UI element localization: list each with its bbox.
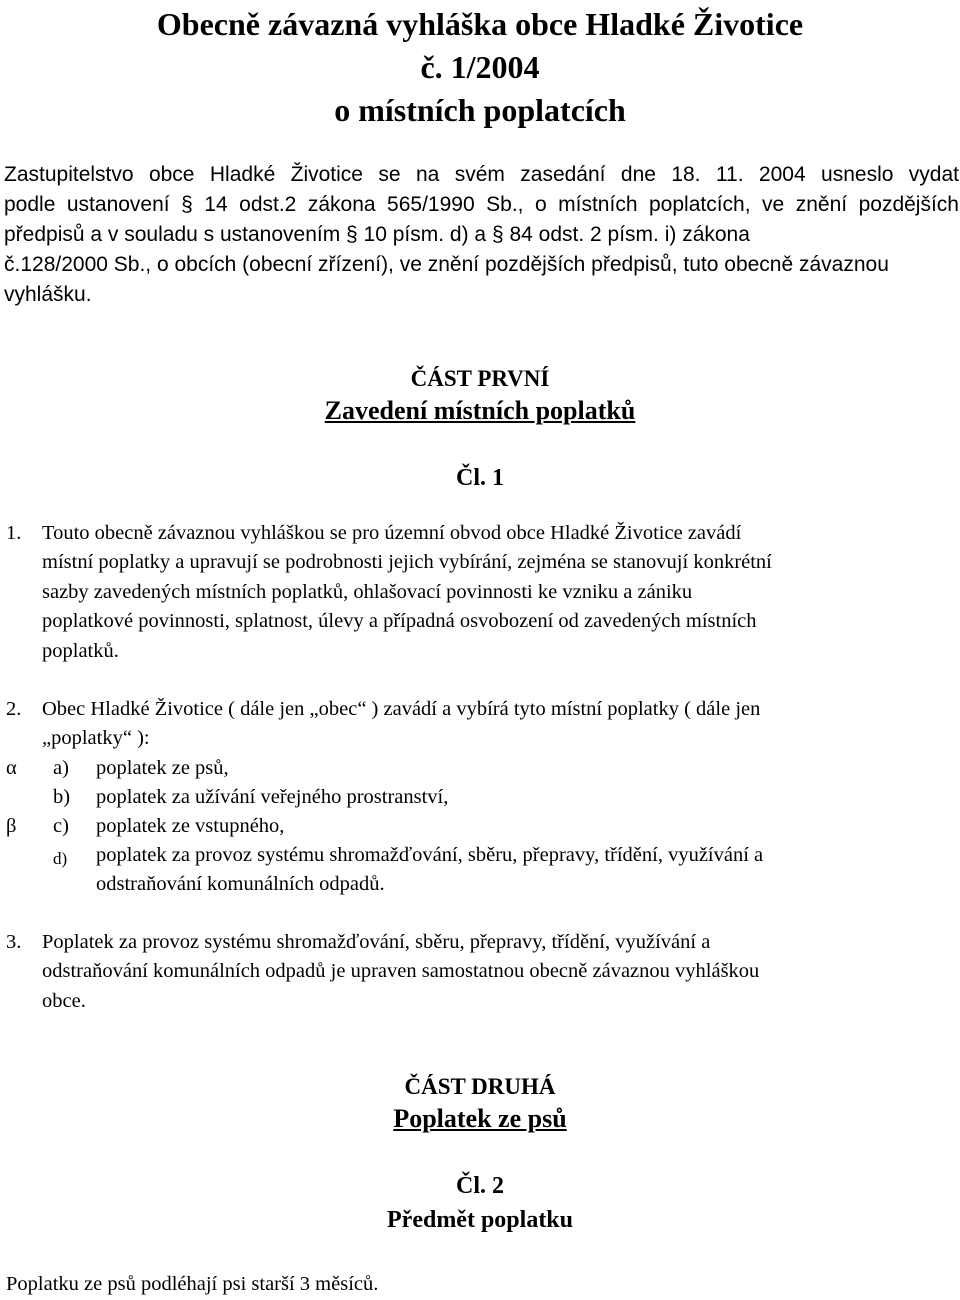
- list-letter: b): [53, 786, 71, 808]
- paragraph-line: odstraňování komunálních odpadů je upraven samostatnou obecně závaznou vyhláškou: [42, 960, 760, 983]
- paragraph-number: 3.: [6, 931, 22, 953]
- paragraph-line: Obec Hladké Životice ( dále jen „obec“ ) zavádí a vybírá tyto místní poplatky ( dále jen: [42, 698, 761, 720]
- list-item-text-continued: odstraňování komunálních odpadů.: [96, 873, 385, 895]
- list-letter: c): [53, 815, 69, 837]
- part-1-label: ČÁST PRVNÍ: [410, 366, 550, 391]
- intro-line: Zastupitelstvo obce Hladké Životice se na svém zasedání dne 18. 11. 2004 usneslo vydat: [4, 163, 959, 186]
- document-title-line-1: Obecně závazná vyhláška obce Hladké Životice: [156, 6, 804, 42]
- paragraph-line: poplatkové povinnosti, splatnost, úlevy a případná osvobození od zavedených místních: [42, 610, 757, 633]
- article-1-heading: Čl. 1: [456, 465, 504, 491]
- list-letter: d): [53, 849, 68, 868]
- intro-line: č.128/2000 Sb., o obcích (obecní zřízení), ve znění pozdějších předpisů, tuto obecně závaznou: [4, 253, 889, 276]
- intro-line: vyhlášku.: [4, 283, 92, 306]
- part-2-label: ČÁST DRUHÁ: [404, 1074, 556, 1099]
- intro-line: předpisů a v souladu s ustanovením § 10 písm. d) a § 84 odst. 2 písm. i) zákona: [4, 223, 750, 246]
- paragraph-line: poplatků.: [42, 639, 119, 662]
- paragraph-line: sazby zavedených místních poplatků, ohlašovací povinnosti ke vzniku a zániku: [42, 580, 693, 603]
- list-item-text: poplatek ze psů,: [96, 757, 229, 779]
- article-1-paragraph-1: [42, 519, 952, 666]
- paragraph-line: místní poplatky a upravují se podrobnosti jejich vybírání, zejména se stanovují konkrétní: [42, 551, 772, 574]
- intro-paragraph: [4, 160, 959, 310]
- part-1-title: Zavedení místních poplatků: [324, 396, 636, 425]
- paragraph-line: obce.: [42, 989, 86, 1012]
- paragraph-number: 2.: [6, 698, 22, 720]
- article-2-heading: Čl. 2: [456, 1173, 504, 1199]
- paragraph-line: Touto obecně závaznou vyhláškou se pro územní obvod obce Hladké Životice zavádí: [42, 522, 742, 544]
- list-item-text: poplatek za užívání veřejného prostranství,: [96, 786, 449, 808]
- intro-line: podle ustanovení § 14 odst.2 zákona 565/1990 Sb., o místních poplatcích, ve znění pozdějších: [4, 193, 959, 216]
- article-1-paragraph-3: [42, 928, 952, 1016]
- part-2-title: Poplatek ze psů: [393, 1104, 567, 1133]
- document-title-line-2: č. 1/2004: [420, 49, 540, 85]
- list-item-text: poplatek ze vstupného,: [96, 815, 285, 837]
- list-item-text: poplatek za provoz systému shromažďování, sběru, přepravy, třídění, využívání a: [96, 844, 764, 866]
- article-2-text: Poplatku ze psů podléhají psi starší 3 měsíců.: [6, 1273, 379, 1295]
- paragraph-line: „poplatky“ ):: [42, 727, 150, 750]
- document-title-line-3: o místních poplatcích: [334, 92, 626, 128]
- article-2-subject: Předmět poplatku: [387, 1207, 573, 1233]
- paragraph-line: Poplatek za provoz systému shromažďování, sběru, přepravy, třídění, využívání a: [42, 931, 711, 953]
- article-1-paragraph-2: [42, 695, 952, 754]
- list-letter: a): [53, 757, 69, 779]
- list-marker-alpha: α: [6, 757, 17, 779]
- list-marker-beta: β: [6, 815, 17, 837]
- paragraph-number: 1.: [6, 522, 22, 544]
